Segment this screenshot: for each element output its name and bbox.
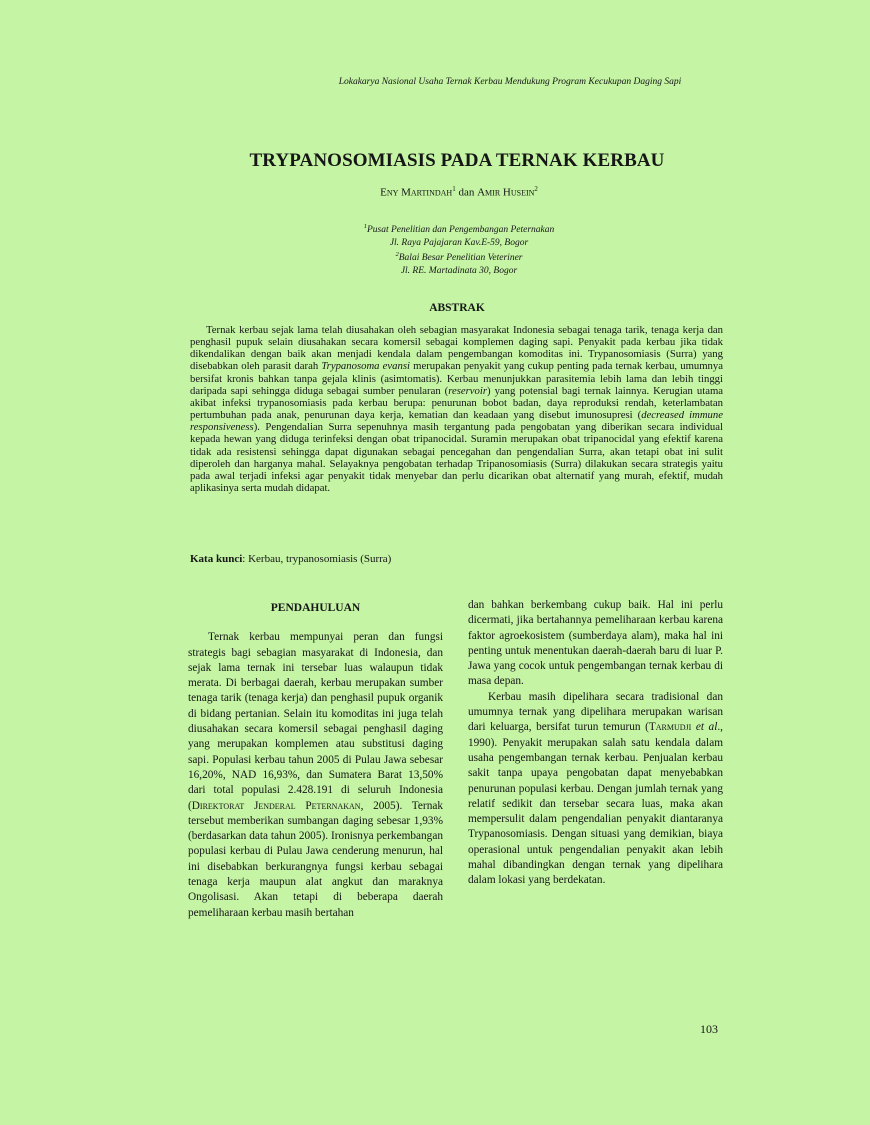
author-2: Amir Husein	[477, 186, 535, 199]
column-right	[468, 598, 723, 889]
affil-2-sup: 2	[395, 251, 399, 259]
abstract-body: Ternak kerbau sejak lama telah diusahakan oleh sebagian masyarakat Indonesia sebagai tenaga tarik, tenaga kerja dan penghasil pupuk selain diusahakan secara komersil sebagai komplemen daging sapi. Penyakit pada kerbau jika tidak dikendalikan dengan baik akan menjadi kendala dalam pengembangan komoditas ini. Trypanosomiasis (Surra) yang disebabkan oleh parasit darah Trypanosoma evansi merupakan penyakit yang cukup penting pada ternak kerbau, umumnya bersifat kronis bahkan tanpa gejala klinis (asimtomatis). Kerbau menunjukkan parasitemia lebih lama dan lebih tinggi daripada sapi sehingga diduga sebagai sumber penularan (reservoir) yang potensial bagi ternak lainnya. Kerugian utama akibat infeksi trypanosomiasis pada kerbau berupa: penurunan bobot badan, daya reproduksi rendah, keterlambatan pertumbuhan pada anak, penurunan daya kerja, kematian dan keadaan yang disebut imunosupresi (decreased immune responsiveness). Pengendalian Surra sepenuhnya masih tergantung pada pengobatan yang diberikan secara individual kepada hewan yang diduga terinfeksi dengan obat tripanocidal. Suramin merupakan obat tripanocidal yang efektif karena tidak ada resistensi sehingga dapat digunakan sebagai pencegahan dan pengendalian Surra, akan tetapi obat ini sulit diperoleh dan harganya mahal. Selayaknya pengobatan terhadap Tripanosomiasis (Surra) dilakukan secara strategis yaitu pada awal terjadi infeksi agar penyakit tidak menyebar dan perlu dicarikan obat alternatif yang murah, efektif, mudah aplikasinya serta mudah didapat.	[190, 324, 723, 495]
species-name: Trypanosoma evansi	[321, 360, 410, 373]
intro-paragraph-1-cont: dan bahkan berkembang cukup baik. Hal ini perlu dicermati, jika bertahannya pemeliharaan kerbau karena faktor agroekosistem (sumberdaya alam), maka hal ini penting untuk menentukan daerah-daerah baru di luar P. Jawa yang cocok untuk pengembangan ternak kerbau di masa depan.	[468, 599, 723, 688]
intro-paragraph-1: Ternak kerbau mempunyai peran dan fungsi strategis bagi sebagian masyarakat di Indonesia, dan sejak lama ternak ini tersebar luas walaupun tidak merata. Di berbagai daerah, kerbau merupakan sumber tenaga tarik (tenaga kerja) dan penghasil pupuk organik di bidang pertanian. Selain itu komoditas ini juga telah diusahakan secara komersil sebagai penghasil daging yang merupakan komplemen atau substitusi daging sapi. Populasi kerbau tahun 2005 di Pulau Jawa sebesar 16,20%, NAD 16,93%, dan Sumatera Barat 13,50% dari total populasi 2.428.191 di seluruh Indonesia (Direktorat Jenderal Peternakan, 2005). Ternak tersebut memberikan sumbangan daging sebesar 1,93% (berdasarkan data tahun 2005). Ironisnya perkembangan populasi kerbau di Pulau Jawa cenderung menurun, hal ini disebabkan berkurangnya fungsi kerbau sebagai tenaga kerja maupun alat angkut dan maraknya Ongolisasi. Akan tetapi di beberapa daerah pemeliharaan kerbau masih bertahan	[188, 631, 443, 919]
term-immune: decreased immune responsiveness	[190, 409, 723, 434]
keywords: Kata kunci: Kerbau, trypanosomiasis (Surra)	[190, 553, 392, 565]
citation: Direktorat Jenderal Peternakan	[191, 799, 361, 812]
affil-1-name: Pusat Penelitian dan Pengembangan Peternakan	[366, 225, 555, 236]
keywords-label: Kata kunci	[190, 553, 243, 565]
page-number: 103	[700, 1022, 718, 1036]
keywords-text: Kerbau, trypanosomiasis (Surra)	[245, 553, 392, 565]
author-1: Eny Martindah	[380, 186, 453, 199]
affil-2-name: Balai Besar Penelitian Veteriner	[398, 253, 523, 264]
affiliations	[0, 221, 870, 277]
term-reservoir: reservoir	[448, 384, 488, 397]
author-1-affil-sup: 1	[452, 185, 456, 193]
paper-title: TRYPANOSOMIASIS PADA TERNAK KERBAU	[249, 150, 665, 171]
running-head: Lokakarya Nasional Usaha Ternak Kerbau Mendukung Program Kecukupan Daging Sapi	[338, 77, 682, 87]
author-2-affil-sup: 2	[534, 185, 538, 193]
abstract-heading: ABSTRAK	[429, 302, 485, 314]
column-left	[188, 598, 443, 921]
section-heading-pendahuluan: PENDAHULUAN	[270, 602, 361, 614]
citation: Tarmudji	[648, 721, 692, 734]
intro-paragraph-2: Kerbau masih dipelihara secara tradisional dan umumnya ternak yang dipelihara merupakan warisan dari keluarga, bersifat turun temurun (Tarmudji et al., 1990). Penyakit merupakan salah satu kendala dalam usaha pengembangan ternak kerbau. Penjualan kerbau sakit tanpa upaya pengobatan dapat menyebabkan penurunan populasi kerbau. Dengan jumlah ternak yang relatif sedikit dan tersebar secara luas, maka akan mempersulit dalam pengendalian penyakit diantaranya Trypanosomiasis. Dengan situasi yang demikian, biaya operasional untuk pengendalian penyakit akan lebih mahal dibandingkan dengan ternak yang dipelihara dalam lokasi yang berdekatan.	[468, 690, 724, 887]
affil-2-address: Jl. RE. Martadinata 30, Bogor	[400, 265, 518, 276]
author-line	[0, 185, 870, 199]
author-conjunction: dan	[455, 186, 478, 199]
affil-1-address: Jl. Raya Pajajaran Kav.E-59, Bogor	[389, 237, 529, 248]
affil-1-sup: 1	[363, 223, 367, 230]
